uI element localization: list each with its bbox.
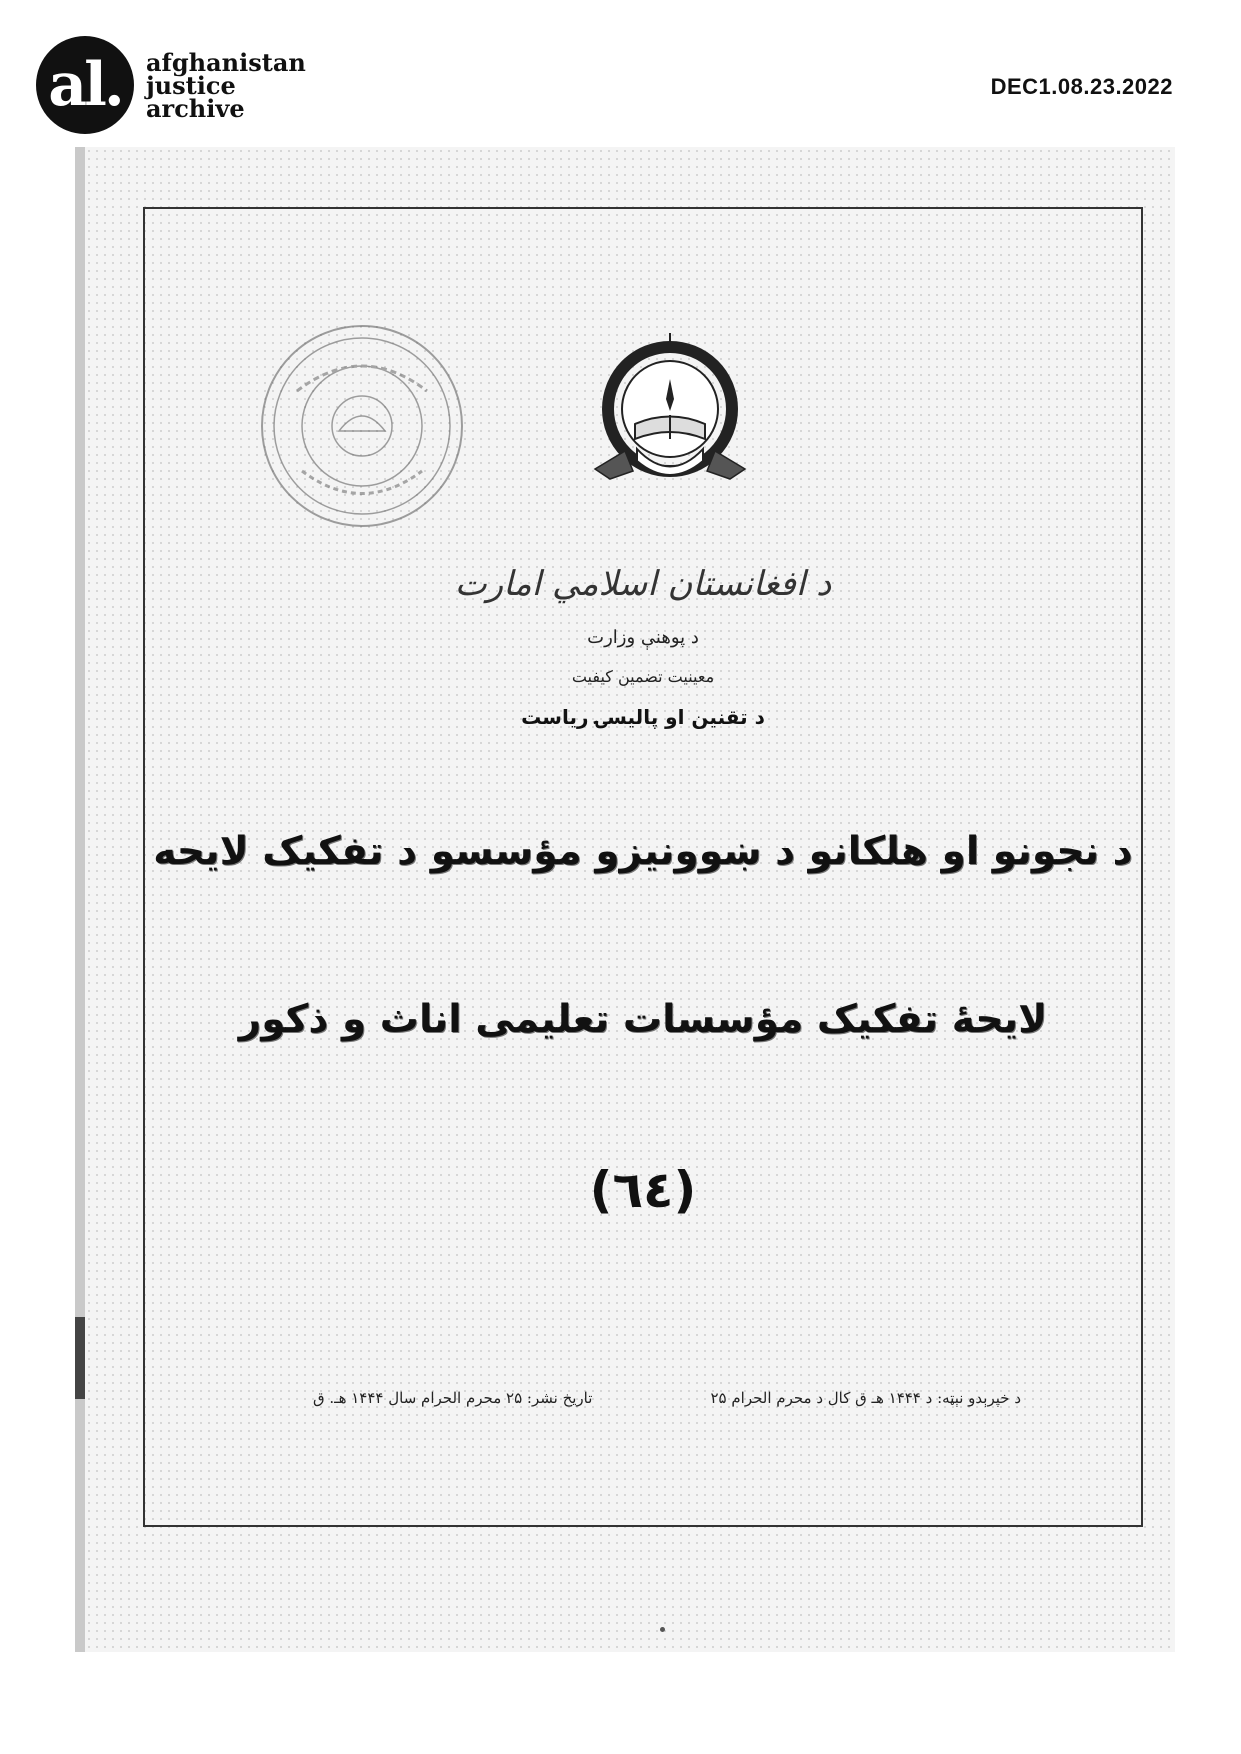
scanned-page bbox=[75, 147, 1175, 1652]
scan-artifact-dot bbox=[660, 1627, 665, 1632]
document-id: DEC1.08.23.2022 bbox=[990, 74, 1173, 99]
archive-logo-text bbox=[146, 47, 306, 123]
ministry-name: د پوهنې وزارت bbox=[587, 627, 699, 648]
stamp-seal-icon bbox=[257, 321, 467, 531]
emirate-calligraphy-title: د افغانستان اسلامي امارت bbox=[454, 564, 832, 604]
scan-edge-mark bbox=[75, 1317, 85, 1399]
title-pashto: د نجونو او هلکانو د ښوونيزو مؤسسو د تفکیک لایحه bbox=[153, 829, 1133, 874]
publication-date-pashto: د خپرېدو نېټه: د ۱۴۴۴ هـ ق کال د محرم الحرام ۲۵ bbox=[710, 1389, 1021, 1407]
deputy-ministry-name: معینیت تضمین کیفیت bbox=[571, 667, 715, 686]
archive-logo bbox=[36, 36, 306, 134]
page-border bbox=[143, 207, 1143, 1527]
directorate-name: د تقنین او پالیسۍ ریاست bbox=[521, 705, 765, 729]
archive-logo-mark: al. bbox=[36, 36, 134, 134]
title-dari: لایحۀ تفکیک مؤسسات تعلیمی اناث و ذکور bbox=[238, 997, 1048, 1042]
archive-logo-line1: afghanistan bbox=[146, 47, 306, 77]
archive-logo-line3: archive bbox=[146, 93, 245, 123]
archive-logo-line2: justice bbox=[146, 70, 236, 100]
publication-date-dari: تاریخ نشر: ۲۵ محرم الحرام سال ۱۴۴۴ هـ. ق bbox=[313, 1389, 593, 1407]
regulation-number: (٦٤) bbox=[589, 1161, 697, 1219]
emirate-emblem-icon bbox=[575, 329, 765, 504]
